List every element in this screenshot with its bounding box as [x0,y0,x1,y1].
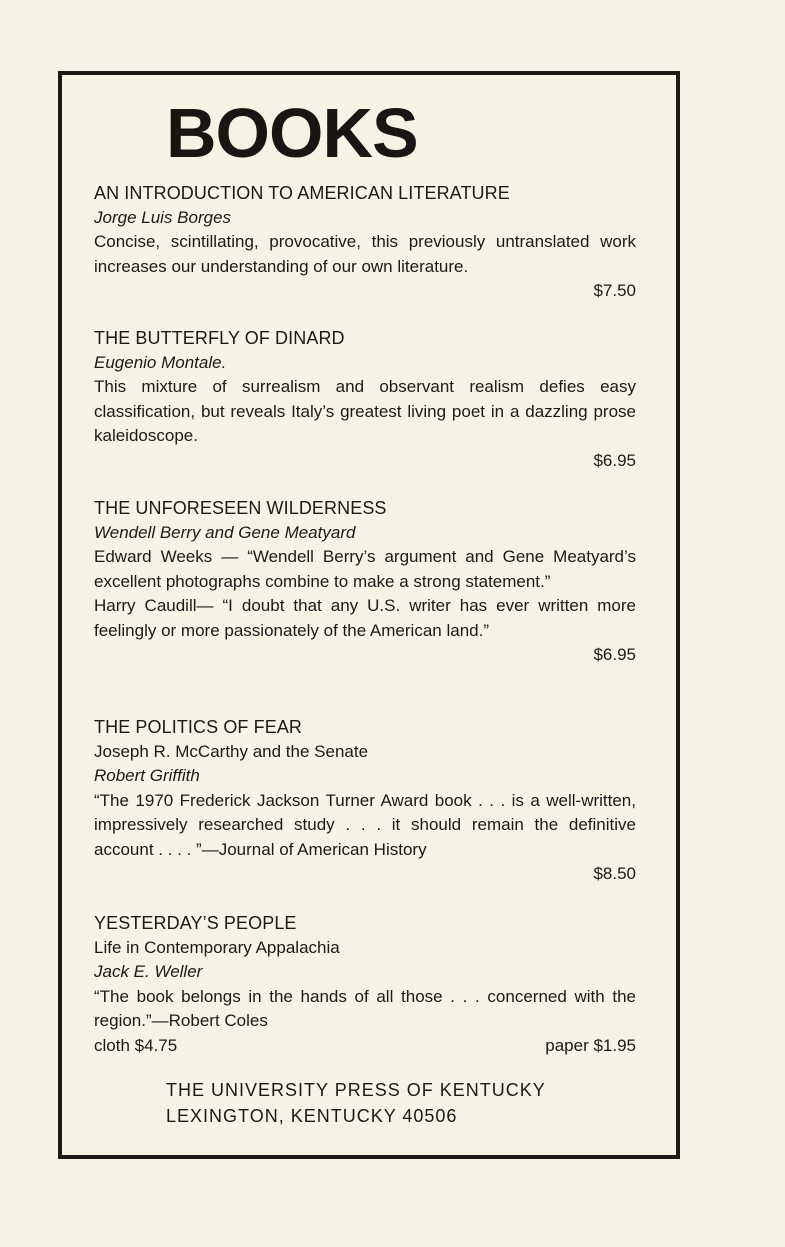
book-price: $7.50 [593,281,636,300]
publisher-address: LEXINGTON, KENTUCKY 40506 [166,1106,458,1126]
cloth-price: cloth $4.75 [94,1035,178,1055]
paper-price: paper $1.95 [545,1035,636,1055]
book-subtitle: Life in Contemporary Appalachia [94,937,340,957]
book-subtitle: Joseph R. McCarthy and the Senate [94,741,369,761]
book-author: Jack E. Weller [94,962,203,981]
book-title: YESTERDAY’S PEOPLE [94,913,297,933]
book-title: AN INTRODUCTION TO AMERICAN LITERATURE [94,183,510,203]
book-price: $6.95 [593,645,636,664]
book-price: $8.50 [593,864,636,883]
book-title: THE BUTTERFLY OF DINARD [94,328,345,348]
book-description: Concise, scintillating, provocative, this previously untranslated work increases our understanding of our own literature. [94,232,636,276]
book-price: $6.95 [593,450,636,470]
book-entry-politics-of-fear [94,715,636,887]
book-title: THE POLITICS OF FEAR [94,717,303,737]
book-author: Robert Griffith [94,766,200,785]
book-entry-butterfly-of-dinard [94,326,636,473]
publisher-block [166,1077,546,1129]
book-price-row [94,1034,636,1059]
book-author: Eugenio Montale. [94,352,227,372]
book-description: This mixture of surrealism and observant realism defies easy classification, but reveals Italy’s greatest living poet in a dazzling prose kaleidoscope. [94,377,636,445]
page-title: BOOKS [166,94,418,172]
review-quote-edward-weeks: Edward Weeks — “Wendell Berry’s argument and Gene Meatyard’s excellent photographs combine to make a strong statement.” [94,547,636,591]
book-description: “The 1970 Frederick Jackson Turner Award book . . . is a well-written, impressively researched study . . . it should remain the definitive account . . . . ”—Journal of American History [94,790,636,859]
book-author: Wendell Berry and Gene Meatyard [94,522,356,542]
book-description: “The book belongs in the hands of all those . . . concerned with the region.”—Robert Coles [94,986,636,1030]
advertisement-frame [58,71,680,1159]
publisher-name: THE UNIVERSITY PRESS OF KENTUCKY [166,1080,546,1100]
book-entry-introduction-american-literature [94,181,636,304]
book-author: Jorge Luis Borges [94,207,232,227]
book-entry-yesterdays-people [94,911,636,1058]
book-entry-unforeseen-wilderness [94,496,636,668]
book-title: THE UNFORESEEN WILDERNESS [94,498,387,518]
review-quote-harry-caudill: Harry Caudill— “I doubt that any U.S. writer has ever written more feelingly or more passionately of the American land.” [94,596,636,640]
book-description [94,545,636,643]
